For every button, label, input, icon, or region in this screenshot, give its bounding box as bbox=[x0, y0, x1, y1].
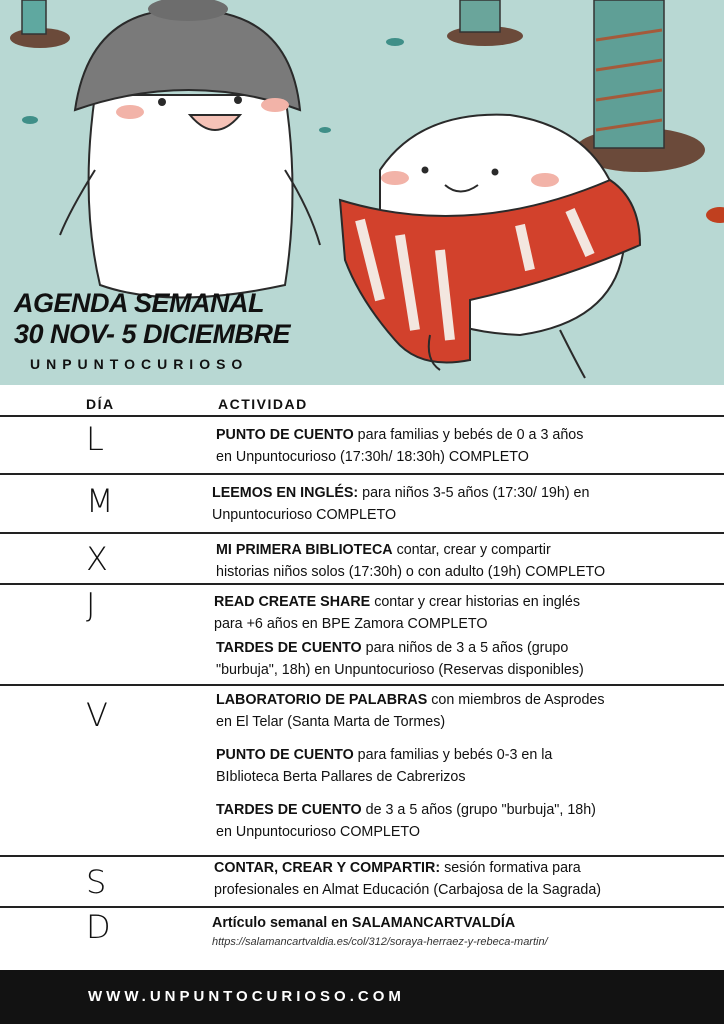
activity-title: TARDES DE CUENTO bbox=[216, 802, 362, 818]
activity-title: Artículo semanal en SALAMANCARTVALDÍA bbox=[212, 915, 516, 931]
activity-title: LABORATORIO DE PALABRAS bbox=[216, 692, 428, 708]
activity-text: para niños de 3 a 5 años (grupo bbox=[361, 640, 569, 656]
hero-illustration bbox=[0, 0, 724, 385]
divider bbox=[0, 684, 724, 686]
column-header-activity: ACTIVIDAD bbox=[218, 396, 308, 412]
activity-text: Unpuntocurioso COMPLETO bbox=[212, 507, 397, 523]
activity-text: de 3 a 5 años (grupo "burbuja", 18h) bbox=[361, 802, 596, 818]
activity-entry bbox=[212, 912, 515, 934]
activity-text: en Unpuntocurioso (17:30h/ 18:30h) COMPLETO bbox=[216, 449, 529, 465]
activity-text: para niños 3-5 años (17:30/ 19h) en bbox=[358, 485, 590, 501]
activity-entry bbox=[216, 799, 596, 843]
activity-text: sesión formativa para bbox=[440, 860, 581, 876]
activity-title: PUNTO DE CUENTO bbox=[216, 747, 354, 763]
agenda-title bbox=[14, 288, 290, 350]
day-letter: X bbox=[86, 540, 108, 578]
day-letter: L bbox=[86, 420, 104, 458]
column-header-day: DÍA bbox=[86, 396, 115, 412]
activity-text: en El Telar (Santa Marta de Tormes) bbox=[216, 714, 446, 730]
title-line-2: 30 NOV- 5 DICIEMBRE bbox=[14, 319, 291, 349]
activity-text: en Unpuntocurioso COMPLETO bbox=[216, 824, 420, 840]
activity-text: para +6 años en BPE Zamora COMPLETO bbox=[214, 616, 488, 632]
website-link[interactable]: WWW.UNPUNTOCURIOSO.COM bbox=[88, 988, 405, 1005]
activity-text: BIblioteca Berta Pallares de Cabrerizos bbox=[216, 769, 466, 785]
activity-text: contar, crear y compartir bbox=[392, 542, 551, 558]
activity-title: LEEMOS EN INGLÉS: bbox=[212, 485, 359, 501]
title-line-1: AGENDA SEMANAL bbox=[14, 288, 265, 318]
day-letter: D bbox=[86, 908, 111, 946]
day-letter: V bbox=[86, 696, 108, 734]
activity-entry bbox=[212, 482, 589, 526]
activity-entry bbox=[216, 689, 605, 733]
divider bbox=[0, 532, 724, 534]
day-letter: S bbox=[86, 863, 107, 901]
article-link[interactable]: https://salamancartvaldia.es/col/312/soraya-herraez-y-rebeca-martin/ bbox=[212, 936, 548, 948]
activity-title: TARDES DE CUENTO bbox=[216, 640, 362, 656]
activity-text: contar y crear historias en inglés bbox=[370, 594, 581, 610]
activity-entry bbox=[216, 539, 605, 583]
activity-title: MI PRIMERA BIBLIOTECA bbox=[216, 542, 393, 558]
activity-text: historias niños solos (17:30h) o con adulto (19h) COMPLETO bbox=[216, 564, 606, 580]
day-letter: M bbox=[86, 482, 114, 520]
activity-text: para familias y bebés 0-3 en la bbox=[353, 747, 553, 763]
footer bbox=[0, 970, 724, 1024]
activity-text: con miembros de Asprodes bbox=[427, 692, 605, 708]
activity-text: profesionales en Almat Educación (Carbajosa de la Sagrada) bbox=[214, 882, 602, 898]
activity-text: para familias y bebés de 0 a 3 años bbox=[353, 427, 584, 443]
activity-entry bbox=[216, 744, 552, 788]
activity-entry bbox=[216, 424, 583, 468]
divider bbox=[0, 473, 724, 475]
activity-entry bbox=[214, 857, 601, 901]
divider bbox=[0, 583, 724, 585]
activity-entry bbox=[216, 637, 584, 681]
activity-title: CONTAR, CREAR Y COMPARTIR: bbox=[214, 860, 441, 876]
brand-name: UNPUNTOCURIOSO bbox=[30, 356, 249, 372]
activity-entry bbox=[214, 591, 580, 635]
day-letter: J bbox=[86, 586, 96, 624]
activity-title: READ CREATE SHARE bbox=[214, 594, 371, 610]
divider bbox=[0, 415, 724, 417]
activity-text: "burbuja", 18h) en Unpuntocurioso (Reservas disponibles) bbox=[216, 662, 584, 678]
activity-title: PUNTO DE CUENTO bbox=[216, 427, 354, 443]
